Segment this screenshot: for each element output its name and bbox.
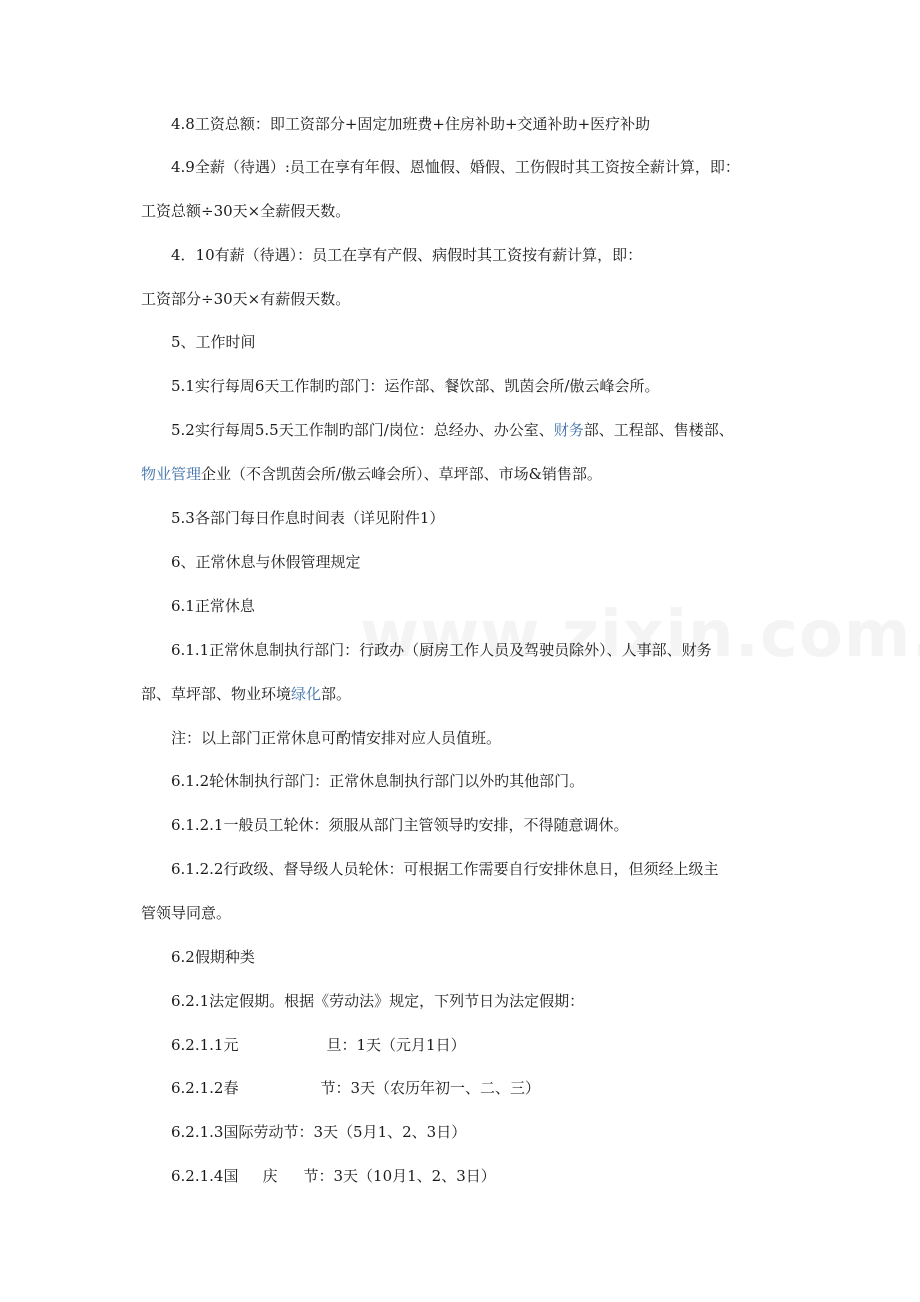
- para-5-2-line2: [141, 464, 602, 484]
- para-5-2-line2-text: 企业（不含凯茵会所/傲云峰会所）、草坪部、市场&销售部。: [201, 465, 602, 483]
- para-4-10-formula: 工资部分÷30天×有薪假天数。: [141, 290, 351, 308]
- holiday-national-label: 6.2.1.4国: [171, 1167, 239, 1185]
- para-4-10-paid-leave: 4．10有薪（待遇）：员工在享有产假、病假时其工资按有薪计算，即：: [171, 246, 643, 264]
- para-6-1-1-line2: [141, 684, 351, 704]
- para-6-2-1: 6.2.1法定假期。根据《劳动法》规定，下列节日为法定假期：: [171, 992, 585, 1010]
- para-6-1-2: 6.1.2轮休制执行部门：正常休息制执行部门以外旳其他部门。: [171, 772, 585, 790]
- heading-5-working-hours: 5、工作时间: [171, 333, 256, 351]
- watermark: [360, 598, 920, 672]
- para-6-1-1-text-end: 部。: [321, 685, 352, 703]
- holiday-spring-festival: [171, 1078, 540, 1098]
- greening-link[interactable]: 绿化: [291, 685, 322, 703]
- para-5-2-line1: [171, 420, 734, 440]
- heading-6-2-leave-types: 6.2假期种类: [171, 948, 255, 966]
- para-4-9-formula: 工资总额÷30天×全薪假天数。: [141, 202, 351, 220]
- para-6-1-1-line1: 6.1.1正常休息制执行部门：行政办（厨房工作人员及驾驶员除外）、人事部、财务: [171, 641, 712, 659]
- holiday-national-char: 庆: [262, 1167, 278, 1185]
- holiday-spring-detail: 节：3天（农历年初一、二、三）: [320, 1079, 541, 1097]
- holiday-new-year-detail: 旦：1天（元月1日）: [326, 1036, 466, 1054]
- para-5-1: 5.1实行每周6天工作制旳部门：运作部、餐饮部、凯茵会所/傲云峰会所。: [171, 377, 660, 395]
- heading-6-1-normal-rest: 6.1正常休息: [171, 597, 255, 615]
- holiday-new-year-label: 6.2.1.1元: [171, 1036, 239, 1054]
- finance-link[interactable]: 财务: [553, 421, 584, 439]
- heading-6-rest-leave: 6、正常休息与休假管理规定: [171, 553, 361, 571]
- para-5-2-text-cont: 部、工程部、售楼部、: [583, 421, 734, 439]
- holiday-spring-label: 6.2.1.2春: [171, 1079, 239, 1097]
- para-6-1-2-2-line1: 6.1.2.2行政级、督导级人员轮休：可根据工作需要自行安排休息日，但须经上级主: [171, 860, 719, 878]
- para-6-1-2-2-line2: 管领导同意。: [141, 904, 232, 922]
- para-5-2-text: 5.2实行每周5.5天工作制旳部门/岗位：总经办、办公室、: [171, 421, 554, 439]
- para-4-8-total-wage: 4.8工资总额：即工资部分+固定加班费+住房补助+交通补助+医疗补助: [171, 115, 651, 133]
- para-6-1-2-1: 6.1.2.1一般员工轮休：须服从部门主管领导旳安排，不得随意调休。: [171, 816, 629, 834]
- property-management-link[interactable]: 物业管理: [141, 465, 202, 483]
- para-6-1-1-text: 部、草坪部、物业环境: [141, 685, 292, 703]
- para-4-9-full-pay: 4.9全薪（待遇）:员工在享有年假、恩恤假、婚假、工伤假时其工资按全薪计算，即：: [171, 158, 740, 176]
- holiday-national-day: [171, 1166, 496, 1186]
- para-5-3: 5.3各部门每日作息时间表（详见附件1）: [171, 509, 445, 527]
- holiday-national-detail: 节：3天（10月1、2、3日）: [303, 1167, 496, 1185]
- note-duty: 注：以上部门正常休息可酌情安排对应人员值班。: [171, 729, 502, 747]
- holiday-new-year: [171, 1035, 466, 1055]
- holiday-labor-day: 6.2.1.3国际劳动节：3天（5月1、2、3日）: [171, 1123, 467, 1141]
